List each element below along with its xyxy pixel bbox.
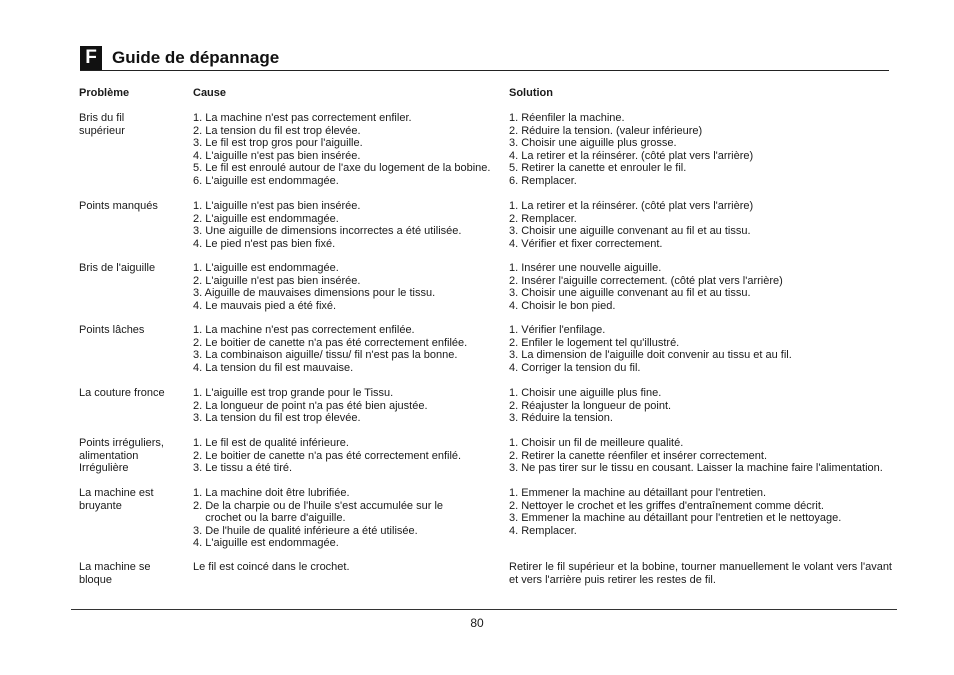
column-header-solution: Solution	[509, 87, 553, 99]
solution-cell: 1. Réenfiler la machine. 2. Réduire la tension. (valeur inférieure) 3. Choisir une aiguille plus grosse. 4. La retirer et la réinsérer. (côté plat vers l'arrière) 5. Retirer la canette et enrouler le fil. 6. Remplacer.	[509, 112, 754, 187]
cause-cell: 1. L'aiguille est trop grande pour le Tissu. 2. La longueur de point n'a pas été bien ajustée. 3. La tension du fil est trop élevée.	[193, 387, 428, 424]
cause-cell: 1. L'aiguille n'est pas bien insérée. 2. L'aiguille est endommagée. 3. Une aiguille de dimensions incorrectes a été utilisée. 4. Le pied n'est pas bien fixé.	[193, 200, 462, 250]
column-header-problem: Problème	[79, 87, 130, 99]
column-header-cause: Cause	[193, 87, 227, 99]
solution-cell: 1. Vérifier l'enfilage. 2. Enfiler le logement tel qu'illustré. 3. La dimension de l'aiguille doit convenir au tissu et au fil. 4. Corriger la tension du fil.	[509, 324, 792, 374]
cause-cell: 1. Le fil est de qualité inférieure. 2. Le boitier de canette n'a pas été correctement enfilé. 3. Le tissu a été tiré.	[193, 437, 462, 474]
solution-cell: 1. Choisir une aiguille plus fine. 2. Réajuster la longueur de point. 3. Réduire la tension.	[509, 387, 672, 424]
cause-cell: 1. L'aiguille est endommagée. 2. L'aiguille n'est pas bien insérée. 3. Aiguille de mauvaises dimensions pour le tissu. 4. Le mauvais pied a été fixé.	[193, 262, 436, 312]
problem-cell: Points manqués	[79, 200, 158, 212]
solution-cell: 1. La retirer et la réinsérer. (côté plat vers l'arrière) 2. Remplacer. 3. Choisir une aiguille convenant au fil et au tissu. 4. Vérifier et fixer correctement.	[509, 200, 754, 250]
cause-cell: 1. La machine n'est pas correctement enfilée. 2. Le boitier de canette n'a pas été correctement enfilée. 3. La combinaison aiguille/ tissu/ fil n'est pas la bonne. 4. La tension du fil est mauvaise.	[193, 324, 468, 374]
cause-cell: 1. La machine n'est pas correctement enfiler. 2. La tension du fil est trop élevée. 3. Le fil est trop gros pour l'aiguille. 4. L'aiguille n'est pas bien insérée. 5. Le fil est enroulé autour de l'axe du logement de la bobine. 6. L'aiguille est endommagée.	[193, 112, 491, 187]
solution-cell: 1. Insérer une nouvelle aiguille. 2. Insérer l'aiguille correctement. (côté plat vers l'arrière) 3. Choisir une aiguille convenant au fil et au tissu. 4. Choisir le bon pied.	[509, 262, 783, 312]
solution-cell: 1. Emmener la machine au détaillant pour l'entretien. 2. Nettoyer le crochet et les griffes d'entraînement comme décrit. 3. Emmener la machine au détaillant pour l'entretien et le nettoyage. 4. Remplacer.	[509, 487, 842, 537]
problem-cell: La machine se bloque	[79, 561, 151, 586]
solution-cell: Retirer le fil supérieur et la bobine, tourner manuellement le volant vers l'avant et vers l'arrière puis retirer les restes de fil.	[509, 561, 892, 586]
problem-cell: Points irréguliers, alimentation Irrégulière	[79, 437, 164, 474]
problem-cell: Bris du fil supérieur	[79, 112, 125, 137]
section-letter-badge: F	[80, 46, 102, 70]
footer-divider	[71, 609, 897, 610]
problem-cell: Points lâches	[79, 324, 145, 336]
page-number: 80	[470, 616, 484, 630]
page-title: Guide de dépannage	[112, 48, 280, 67]
problem-cell: La couture fronce	[79, 387, 165, 399]
problem-cell: Bris de l'aiguille	[79, 262, 156, 274]
section-header	[80, 46, 889, 71]
cause-cell: 1. La machine doit être lubrifiée. 2. De la charpie ou de l'huile s'est accumulée sur le crochet ou la barre d'aiguille. 3. De l'huile de qualité inférieure a été utilisée. 4. L'aiguille est endommagée.	[193, 487, 444, 549]
solution-cell: 1. Choisir un fil de meilleure qualité. 2. Retirer la canette réenfiler et insérer correctement. 3. Ne pas tirer sur le tissu en cousant. Laisser la machine faire l'alimentation.	[509, 437, 883, 474]
cause-cell: Le fil est coincé dans le crochet.	[193, 561, 350, 573]
problem-cell: La machine est bruyante	[79, 487, 154, 512]
